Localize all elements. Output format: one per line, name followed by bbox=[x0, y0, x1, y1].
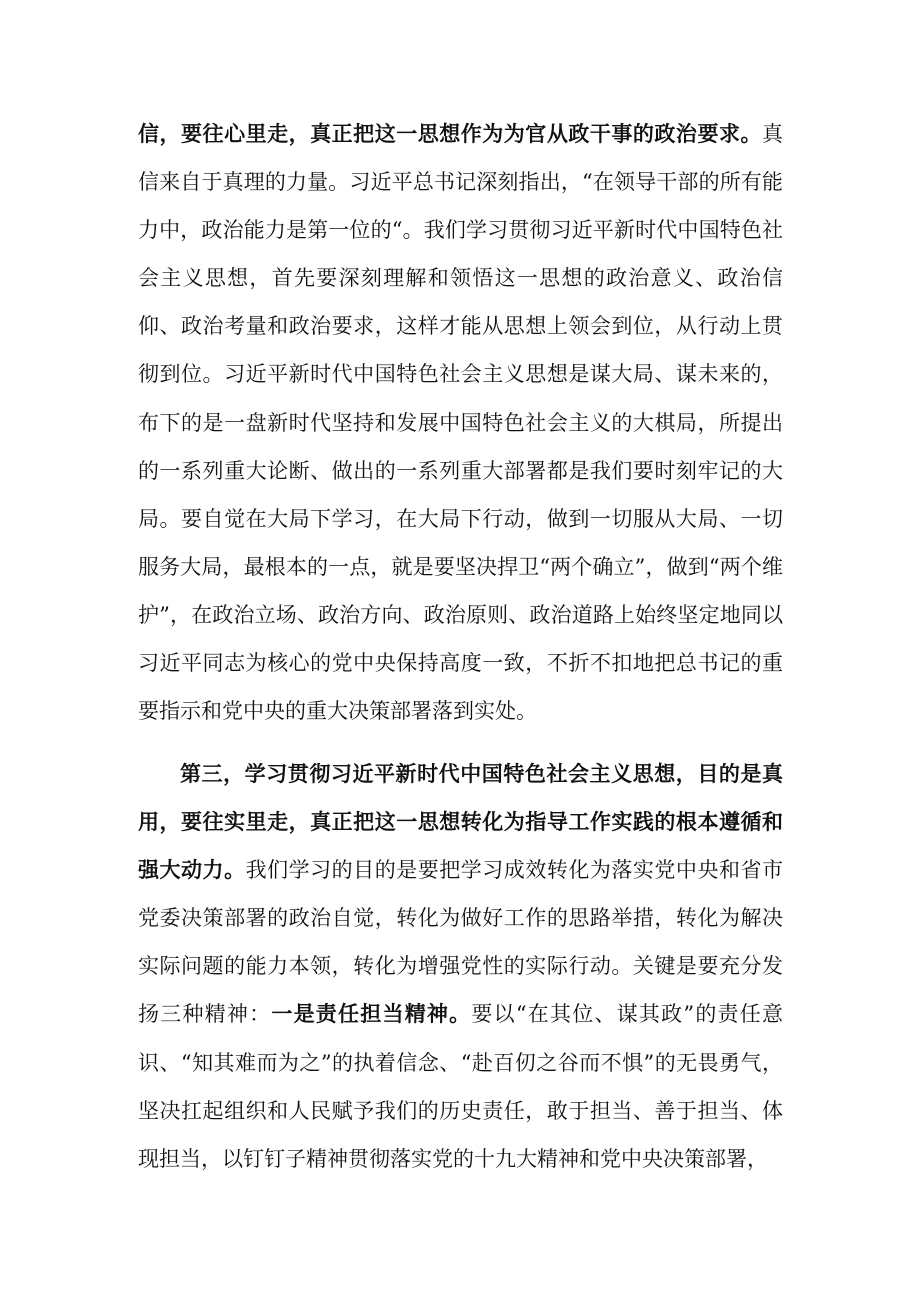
bold-lead-sentence: 信，要往心里走，真正把这一思想作为为官从政干事的政治要求。 bbox=[138, 121, 762, 146]
body-text: 真信来自于真理的力量。习近平总书记深刻指出，“在领导干部的所有能力中，政治能力是第一位的“。我们学习贯彻习近平新时代中国特色社会主义思想，首先要深刻理解和领悟这一思想的政治意义、政治信仰、政治考量和政治要求，这样才能从思想上领会到位，从行动上贯彻到位。习近平新时代中国特色社会主义思想是谋大局、谋未来的，布下的是一盘新时代坚持和发展中国特色社会主义的大棋局，所提出的一系列重大论断、做出的一系列重大部署都是我们要时刻牢记的大局。要自觉在大局下学习，在大局下行动，做到一切服从大局、一切服务大局，最根本的一点，就是要坚决捍卫“两个确立”，做到“两个维护”，在政治立场、政治方向、政治原则、政治道路上始终坚定地同以习近平同志为核心的党中央保持高度一致，不折不扣地把总书记的重要指示和党中央的重大决策部署落到实处。 bbox=[138, 122, 783, 724]
bold-heading-third: 第三，学习贯彻习近平新时代中国特色社会主义思想，目的是真用，要往实里走，真正把这一思想转化为指导工作实践的根本遵循和强大动力。 bbox=[138, 761, 783, 883]
bold-point-one: 一是责任担当精神。 bbox=[271, 1001, 472, 1027]
paragraph-third-point bbox=[138, 750, 783, 1183]
body-text: 要以“在其位、谋其政”的责任意识、“知其难而为之”的执着信念、“赴百仞之谷而不惧”的无畏勇气，坚决扛起组织和人民赋予我们的历史责任，敢于担当、善于担当、体现担当，以钉钉子精神贯彻落实党的十九大精神和党中央决策部署， bbox=[138, 1002, 784, 1171]
body-text: 我们学习的目的是要把学习成效转化为落实党中央和省市党委决策部署的政治自觉，转化为做好工作的思路举措，转化为解决实际问题的能力本领，转化为增强党性的实际行动。关键是要充分发扬三种精神： bbox=[138, 858, 784, 1027]
paragraph-political-requirement bbox=[138, 110, 783, 735]
